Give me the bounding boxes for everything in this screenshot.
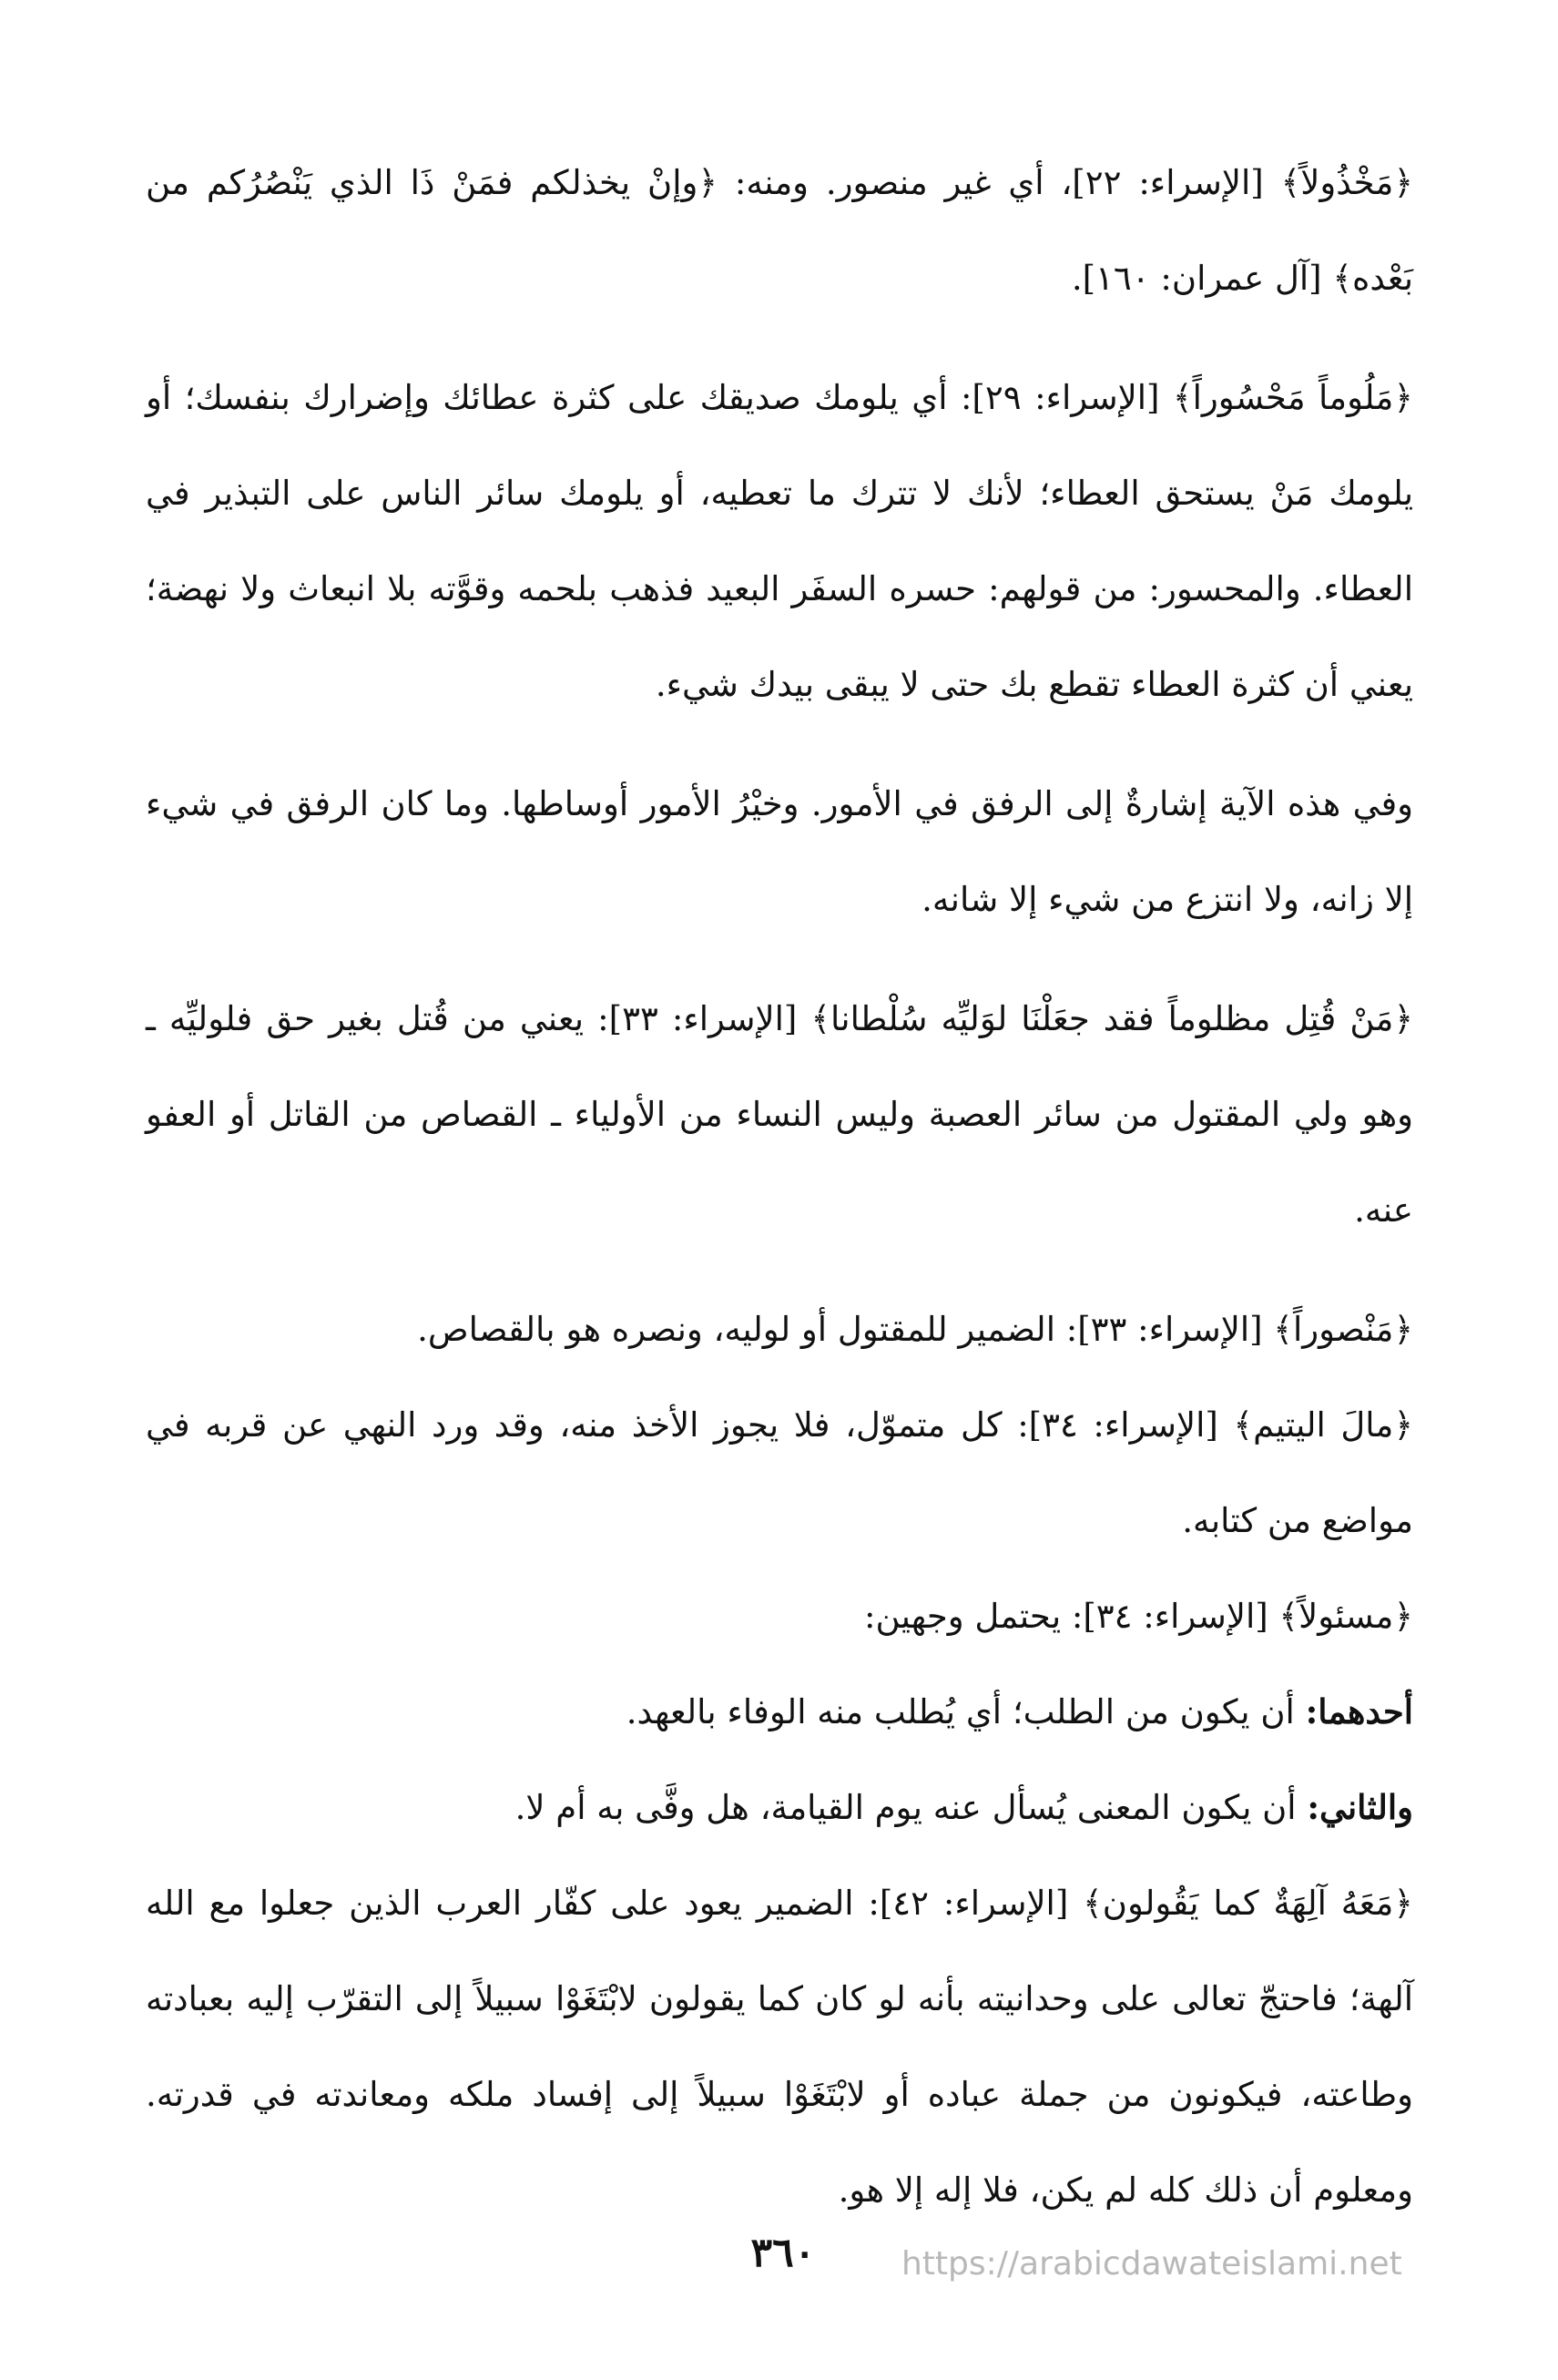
paragraph-rifq: وفي هذه الآية إشارةٌ إلى الرفق في الأمور. وخيْرُ الأمور أوساطها. وما كان الرفق في شيء إلا زانه، ولا انتزع من شيء إلا شانه. bbox=[146, 784, 1413, 919]
paragraph-mansoora: ﴿مَنْصوراً﴾ [الإسراء: ٣٣]: الضمير للمقتول أو لوليه، ونصره هو بالقصاص. bbox=[417, 1310, 1413, 1349]
watermark-url: https://arabicdawateislami.net bbox=[901, 2245, 1402, 2283]
paragraph-makhdhula: ﴿مَخْذُولاً﴾ [الإسراء: ٢٢]، أي غير منصور. ومنه: ﴿وإنْ يخذلكم فمَنْ ذَا الذي يَنْصُرُكم من بَعْده﴾ [آل عمران: ١٦٠]. bbox=[146, 163, 1413, 298]
paragraph-qutila: ﴿مَنْ قُتِل مظلوماً فقد جعَلْنَا لوَليِّه سُلْطانا﴾ [الإسراء: ٣٣]: يعني من قُتل بغير حق فلوليِّه ـ وهو ولي المقتول من سائر العصبة وليس النساء من الأولياء ـ القصاص من القاتل أو العفو عنه. bbox=[146, 999, 1413, 1230]
paragraph-first-aspect bbox=[146, 1664, 1413, 1760]
paragraph-mal-alyatim: ﴿مالَ اليتيم﴾ [الإسراء: ٣٤]: كل متموّل، فلا يجوز الأخذ منه، وقد ورد النهي عن قربه في مواضع من كتابه. bbox=[146, 1405, 1413, 1540]
page-number: ٣٦٠ bbox=[750, 2230, 816, 2276]
paragraph-maahu-aliha: ﴿مَعَهُ آلِهَةٌ كما يَقُولون﴾ [الإسراء: ٤٢]: الضمير يعود على كفّار العرب الذين جعلوا مع الله آلهة؛ فاحتجّ تعالى على وحدانيته بأنه لو كان كما يقولون لابْتَغَوْا سبيلاً إلى التقرّب إليه بعبادته وطاعته، فيكونون من جملة عباده أو لابْتَغَوْا سبيلاً إلى إفساد ملكه ومعاندته في قدرته. ومعلوم أن ذلك كله لم يكن، فلا إله إلا هو. bbox=[146, 1884, 1413, 2210]
second-aspect-text: أن يكون المعنى يُسأل عنه يوم القيامة، هل وفَّى به أم لا. bbox=[514, 1788, 1308, 1827]
paragraph-malooman: ﴿مَلُوماً مَحْسُوراً﴾ [الإسراء: ٢٩]: أي يلومك صديقك على كثرة عطائك وإضرارك بنفسك؛ أو يلومك مَنْ يستحق العطاء؛ لأنك لا تترك ما تعطيه، أو يلومك سائر الناس على التبذير في العطاء. والمحسور: من قولهم: حسره السفَر البعيد فذهب بلحمه وقوَّته بلا انبعاث ولا نهضة؛ يعني أن كثرة العطاء تقطع بك حتى لا يبقى بيدك شيء. bbox=[146, 378, 1413, 704]
first-aspect-lead: أحدهما: bbox=[1305, 1691, 1413, 1731]
first-aspect-text: أن يكون من الطلب؛ أي يُطلب منه الوفاء بالعهد. bbox=[626, 1692, 1306, 1731]
paragraph-second-aspect bbox=[146, 1760, 1413, 1855]
paragraph-masoola: ﴿مسئولاً﴾ [الإسراء: ٣٤]: يحتمل وجهين: bbox=[864, 1597, 1413, 1636]
second-aspect-lead: والثاني: bbox=[1307, 1787, 1413, 1827]
body-text bbox=[146, 135, 1413, 2238]
